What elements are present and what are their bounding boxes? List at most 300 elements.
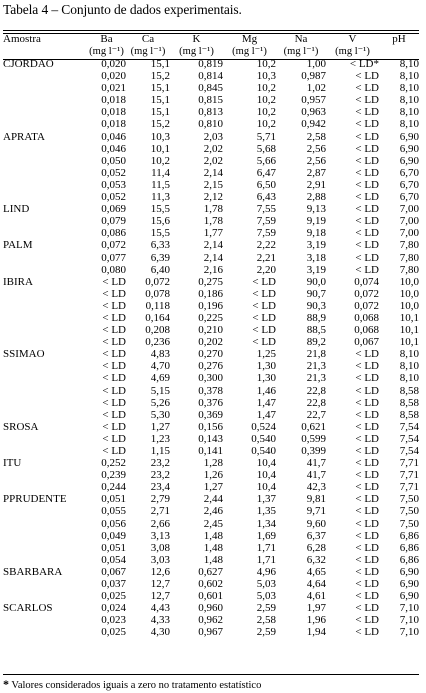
cell-k: 0,276 (198, 360, 223, 373)
cell-mg: 0,540 (251, 432, 276, 445)
table-row (3, 614, 419, 626)
cell-amostra (3, 505, 87, 517)
cell-k: 0,196 (198, 299, 223, 312)
cell-ba: 0,077 (101, 251, 126, 264)
cell-ph: 10,1 (399, 311, 419, 324)
cell-ca: 1,15 (150, 445, 170, 457)
table-row (3, 481, 419, 493)
cell-ph: 7,71 (399, 469, 419, 482)
cell-na: 9,13 (306, 203, 326, 216)
table-body (3, 58, 419, 639)
experimental-data-table (3, 33, 419, 639)
cell-ba: 0,052 (101, 166, 126, 179)
cell-ph: 8,10 (399, 70, 419, 83)
cell-v: < LD (355, 396, 379, 409)
cell-ca: 23,4 (150, 481, 170, 494)
table-row (3, 324, 419, 336)
cell-v: < LD (355, 360, 379, 373)
cell-amostra (3, 445, 87, 457)
cell-ph: 7,80 (399, 263, 419, 276)
cell-v: < LD (355, 517, 379, 530)
cell-amostra (3, 155, 87, 167)
cell-mg: 1,71 (256, 553, 276, 566)
cell-ca: 4,33 (150, 614, 170, 627)
cell-k: 0,275 (198, 275, 223, 288)
cell-v: < LD (355, 154, 379, 167)
cell-mg: 10,4 (256, 457, 276, 470)
cell-na: 2,56 (306, 154, 326, 167)
cell-ba: 0,244 (101, 481, 126, 494)
cell-ca: 15,1 (150, 82, 170, 95)
cell-mg: 6,43 (256, 191, 276, 204)
cell-ca: 0,208 (145, 324, 170, 337)
cell-ca: 0,164 (145, 311, 170, 324)
cell-v: < LD (355, 602, 379, 615)
cell-na: 0,621 (301, 420, 326, 433)
cell-k: 0,602 (198, 578, 223, 591)
cell-ph: 7,00 (399, 215, 419, 228)
cell-na: 21,3 (306, 372, 326, 385)
cell-ba: 0,086 (101, 227, 126, 240)
table-row (3, 300, 419, 312)
cell-na: 42,3 (306, 481, 326, 494)
cell-ba: < LD (102, 384, 126, 397)
table-row (3, 409, 419, 421)
table-row (3, 179, 419, 191)
cell-ca: 4,70 (150, 360, 170, 373)
table-row (3, 433, 419, 445)
cell-k: 0,960 (198, 602, 223, 615)
cell-ph: 7,50 (399, 517, 419, 530)
cell-v: < LD (355, 166, 379, 179)
cell-amostra: SSIMAO (3, 348, 45, 361)
cell-ba: 0,055 (101, 505, 126, 518)
cell-k: 0,186 (198, 287, 223, 300)
cell-ba: 0,072 (101, 239, 126, 252)
cell-ph: 10,0 (399, 275, 419, 288)
cell-ca: 5,15 (150, 384, 170, 397)
table-row (3, 131, 419, 143)
cell-ba: 0,018 (101, 94, 126, 107)
cell-v: < LD (355, 614, 379, 627)
cell-mg: 2,59 (256, 626, 276, 639)
table-row (3, 167, 419, 179)
cell-amostra: APRATA (3, 130, 45, 143)
cell-k: 1,48 (203, 529, 223, 542)
cell-na: 88,5 (306, 324, 326, 337)
cell-na: 0,963 (301, 106, 326, 119)
cell-v: < LD (355, 191, 379, 204)
cell-k: 0,813 (198, 106, 223, 119)
cell-ba: 0,069 (101, 203, 126, 216)
cell-ca: 0,118 (145, 299, 170, 312)
cell-k: 2,15 (203, 178, 223, 191)
cell-ca: 2,66 (150, 517, 170, 530)
cell-ba: < LD (102, 372, 126, 385)
cell-ba: 0,252 (101, 457, 126, 470)
column-header-ba: Ba (100, 33, 113, 45)
cell-mg: 10,4 (256, 469, 276, 482)
cell-mg: 1,47 (256, 408, 276, 421)
column-header-k: K (192, 33, 201, 45)
cell-na: 9,18 (306, 227, 326, 240)
cell-ca: 15,2 (150, 118, 170, 131)
cell-amostra (3, 518, 87, 530)
cell-ba: 0,054 (101, 553, 126, 566)
table-row (3, 239, 419, 251)
column-header-ca: Ca (141, 33, 155, 45)
cell-k: 0,814 (198, 70, 223, 83)
cell-k: 0,967 (198, 626, 223, 639)
cell-amostra (3, 433, 87, 445)
cell-k: 0,376 (198, 396, 223, 409)
cell-na: 88,9 (306, 311, 326, 324)
cell-v: < LD (355, 626, 379, 639)
column-header-amostra: Amostra (3, 33, 41, 45)
cell-na: 0,957 (301, 94, 326, 107)
table-row (3, 70, 419, 82)
table-row (3, 372, 419, 384)
cell-na: 0,599 (301, 432, 326, 445)
cell-v: < LD (355, 529, 379, 542)
cell-amostra (3, 626, 87, 638)
cell-na: 2,56 (306, 142, 326, 155)
units-v: (mg l⁻¹) (335, 46, 370, 57)
cell-amostra: IBIRA (3, 275, 33, 288)
cell-amostra (3, 191, 87, 203)
table-row (3, 203, 419, 215)
cell-na: 90,0 (306, 275, 326, 288)
table-row (3, 505, 419, 517)
cell-na: 9,19 (306, 215, 326, 228)
cell-amostra (3, 469, 87, 481)
cell-v: < LD (355, 215, 379, 228)
cell-ba: 0,018 (101, 106, 126, 119)
cell-amostra (3, 106, 87, 118)
cell-k: 0,819 (198, 58, 223, 70)
cell-k: 0,845 (198, 82, 223, 95)
cell-v: 0,068 (354, 324, 379, 337)
cell-ph: 7,54 (399, 432, 419, 445)
cell-ca: 23,2 (150, 457, 170, 470)
cell-na: 41,7 (306, 457, 326, 470)
cell-ba: 0,049 (101, 529, 126, 542)
cell-k: 2,02 (203, 142, 223, 155)
cell-k: 1,27 (203, 481, 223, 494)
cell-amostra (3, 590, 87, 602)
cell-amostra: CJORDAO (3, 58, 54, 70)
cell-ph: 6,90 (399, 590, 419, 603)
cell-amostra: SCARLOS (3, 602, 53, 615)
cell-ca: 1,27 (150, 420, 170, 433)
cell-v: < LD (355, 445, 379, 457)
cell-ba: < LD (102, 311, 126, 324)
cell-k: 2,02 (203, 154, 223, 167)
cell-na: 1,02 (306, 82, 326, 95)
cell-v: < LD (355, 493, 379, 506)
cell-mg: 1,30 (256, 372, 276, 385)
cell-ph: 7,50 (399, 493, 419, 506)
cell-mg: 10,2 (256, 82, 276, 95)
cell-ph: 7,10 (399, 614, 419, 627)
cell-amostra (3, 614, 87, 626)
cell-ba: < LD (102, 445, 126, 457)
cell-k: 0,810 (198, 118, 223, 131)
table-row (3, 106, 419, 118)
column-header-na: Na (294, 33, 308, 45)
cell-ba: < LD (102, 360, 126, 373)
cell-k: 2,44 (203, 493, 223, 506)
cell-mg: 1,25 (256, 348, 276, 361)
cell-mg: 2,21 (256, 251, 276, 264)
cell-ca: 15,5 (150, 227, 170, 240)
cell-mg: 5,71 (256, 130, 276, 143)
cell-mg: 1,71 (256, 541, 276, 554)
cell-amostra (3, 385, 87, 397)
cell-na: 9,81 (306, 493, 326, 506)
cell-v: < LD (355, 457, 379, 470)
cell-ba: < LD (102, 287, 126, 300)
cell-ca: 23,2 (150, 469, 170, 482)
cell-ca: 4,30 (150, 626, 170, 639)
cell-ca: 1,23 (150, 432, 170, 445)
cell-k: 0,141 (198, 445, 223, 457)
cell-ca: 15,1 (150, 94, 170, 107)
table-row (3, 554, 419, 566)
cell-ba: 0,018 (101, 118, 126, 131)
cell-amostra (3, 118, 87, 130)
units-k: (mg l⁻¹) (179, 46, 214, 57)
cell-na: 2,87 (306, 166, 326, 179)
cell-ba: 0,056 (101, 517, 126, 530)
cell-k: 0,627 (198, 565, 223, 578)
cell-ba: 0,025 (101, 590, 126, 603)
cell-k: 0,962 (198, 614, 223, 627)
cell-na: 21,3 (306, 360, 326, 373)
cell-k: 0,815 (198, 94, 223, 107)
cell-ba: 0,079 (101, 215, 126, 228)
footnote-marker: * (3, 677, 9, 691)
table-row (3, 590, 419, 602)
cell-na: 2,88 (306, 191, 326, 204)
cell-v: < LD (355, 239, 379, 252)
cell-amostra (3, 70, 87, 82)
cell-ca: 12,7 (150, 590, 170, 603)
table-row (3, 348, 419, 360)
cell-ba: < LD (102, 324, 126, 337)
cell-ca: 15,6 (150, 215, 170, 228)
cell-na: 4,61 (306, 590, 326, 603)
cell-na: 1,97 (306, 602, 326, 615)
cell-ba: 0,046 (101, 142, 126, 155)
cell-v: < LD (355, 420, 379, 433)
cell-amostra (3, 372, 87, 384)
cell-na: 4,65 (306, 565, 326, 578)
cell-ph: 6,86 (399, 553, 419, 566)
cell-ph: 7,10 (399, 626, 419, 639)
cell-amostra (3, 360, 87, 372)
cell-amostra: SROSA (3, 420, 39, 433)
cell-na: 2,58 (306, 130, 326, 143)
cell-k: 0,369 (198, 408, 223, 421)
cell-na: 6,28 (306, 541, 326, 554)
cell-ba: 0,020 (101, 70, 126, 83)
cell-ph: 8,10 (399, 372, 419, 385)
cell-ph: 6,90 (399, 130, 419, 143)
cell-amostra (3, 227, 87, 239)
cell-ph: 8,10 (399, 106, 419, 119)
table-row (3, 626, 419, 638)
column-header-ph: pH (392, 33, 406, 45)
cell-na: 41,7 (306, 469, 326, 482)
cell-v: < LD (355, 481, 379, 494)
table-row (3, 191, 419, 203)
cell-ph: 8,10 (399, 118, 419, 131)
cell-v: < LD* (349, 58, 379, 70)
cell-ba: 0,239 (101, 469, 126, 482)
cell-amostra: SBARBARA (3, 565, 63, 578)
cell-v: < LD (355, 565, 379, 578)
cell-v: 0,072 (354, 287, 379, 300)
table-row (3, 445, 419, 457)
cell-amostra (3, 542, 87, 554)
cell-mg: 1,47 (256, 396, 276, 409)
cell-amostra (3, 554, 87, 566)
cell-v: < LD (355, 590, 379, 603)
cell-v: < LD (355, 70, 379, 83)
cell-ca: 5,26 (150, 396, 170, 409)
table-row (3, 264, 419, 276)
cell-v: < LD (355, 178, 379, 191)
cell-mg: 2,58 (256, 614, 276, 627)
cell-ph: 8,10 (399, 360, 419, 373)
cell-mg: < LD (252, 311, 276, 324)
cell-ph: 6,90 (399, 565, 419, 578)
table-row (3, 143, 419, 155)
cell-ph: 7,54 (399, 420, 419, 433)
cell-ph: 7,00 (399, 203, 419, 216)
cell-ba: 0,021 (101, 82, 126, 95)
cell-k: 2,14 (203, 166, 223, 179)
cell-k: 0,300 (198, 372, 223, 385)
cell-mg: 5,66 (256, 154, 276, 167)
table-row (3, 385, 419, 397)
table-row (3, 397, 419, 409)
cell-ph: 7,54 (399, 445, 419, 457)
cell-mg: 10,2 (256, 106, 276, 119)
cell-mg: 1,35 (256, 505, 276, 518)
cell-amostra (3, 264, 87, 276)
table-row (3, 312, 419, 324)
table-row (3, 155, 419, 167)
cell-v: < LD (355, 118, 379, 131)
cell-ca: 11,3 (151, 191, 170, 204)
cell-v: < LD (355, 384, 379, 397)
cell-v: < LD (355, 94, 379, 107)
cell-mg: 10,2 (256, 58, 276, 70)
cell-mg: 10,2 (256, 94, 276, 107)
cell-amostra (3, 397, 87, 409)
cell-ca: 10,3 (150, 130, 170, 143)
cell-ca: 4,83 (150, 348, 170, 361)
cell-v: < LD (355, 469, 379, 482)
cell-ba: 0,037 (101, 578, 126, 591)
cell-ba: < LD (102, 432, 126, 445)
cell-ph: 7,80 (399, 251, 419, 264)
cell-na: 1,00 (306, 58, 326, 70)
cell-ba: 0,025 (101, 626, 126, 639)
cell-k: 0,210 (198, 324, 223, 337)
cell-na: 2,91 (306, 178, 326, 191)
table-row (3, 94, 419, 106)
cell-ph: 6,86 (399, 529, 419, 542)
cell-amostra: LIND (3, 203, 30, 216)
cell-ph: 8,58 (399, 408, 419, 421)
table-row (3, 252, 419, 264)
cell-amostra (3, 312, 87, 324)
cell-na: 22,7 (306, 408, 326, 421)
cell-k: 1,78 (203, 215, 223, 228)
cell-ba: 0,067 (101, 565, 126, 578)
cell-ca: 12,7 (150, 578, 170, 591)
cell-na: 89,2 (306, 336, 326, 349)
cell-na: 0,987 (301, 70, 326, 83)
table-row (3, 530, 419, 542)
cell-amostra (3, 300, 87, 312)
cell-k: 2,14 (203, 239, 223, 252)
cell-amostra: PALM (3, 239, 33, 252)
cell-ba: 0,050 (101, 154, 126, 167)
cell-ph: 6,90 (399, 578, 419, 591)
cell-na: 22,8 (306, 384, 326, 397)
cell-v: < LD (355, 203, 379, 216)
cell-na: 1,96 (306, 614, 326, 627)
cell-ca: 3,08 (150, 541, 170, 554)
cell-mg: 5,68 (256, 142, 276, 155)
cell-mg: 7,55 (256, 203, 276, 216)
cell-amostra (3, 530, 87, 542)
cell-mg: 2,59 (256, 602, 276, 615)
cell-v: < LD (355, 263, 379, 276)
cell-ca: 0,072 (145, 275, 170, 288)
cell-mg: 6,47 (256, 166, 276, 179)
cell-k: 1,48 (203, 541, 223, 554)
cell-k: 1,28 (203, 457, 223, 470)
cell-v: 0,072 (354, 299, 379, 312)
cell-v: 0,074 (354, 275, 379, 288)
cell-mg: < LD (252, 287, 276, 300)
cell-mg: 6,50 (256, 178, 276, 191)
table-row (3, 276, 419, 288)
cell-ca: 2,71 (150, 505, 170, 518)
table-row (3, 82, 419, 94)
cell-ph: 6,90 (399, 142, 419, 155)
cell-mg: 1,30 (256, 360, 276, 373)
cell-mg: < LD (252, 336, 276, 349)
cell-na: 0,942 (301, 118, 326, 131)
cell-ca: 15,2 (150, 70, 170, 83)
cell-k: 1,26 (203, 469, 223, 482)
cell-na: 9,60 (306, 517, 326, 530)
cell-amostra (3, 288, 87, 300)
cell-ca: 5,30 (150, 408, 170, 421)
cell-ca: 10,1 (150, 142, 170, 155)
table-row (3, 493, 419, 505)
cell-amostra (3, 143, 87, 155)
cell-ph: 7,50 (399, 505, 419, 518)
table-row (3, 227, 419, 239)
cell-v: < LD (355, 541, 379, 554)
